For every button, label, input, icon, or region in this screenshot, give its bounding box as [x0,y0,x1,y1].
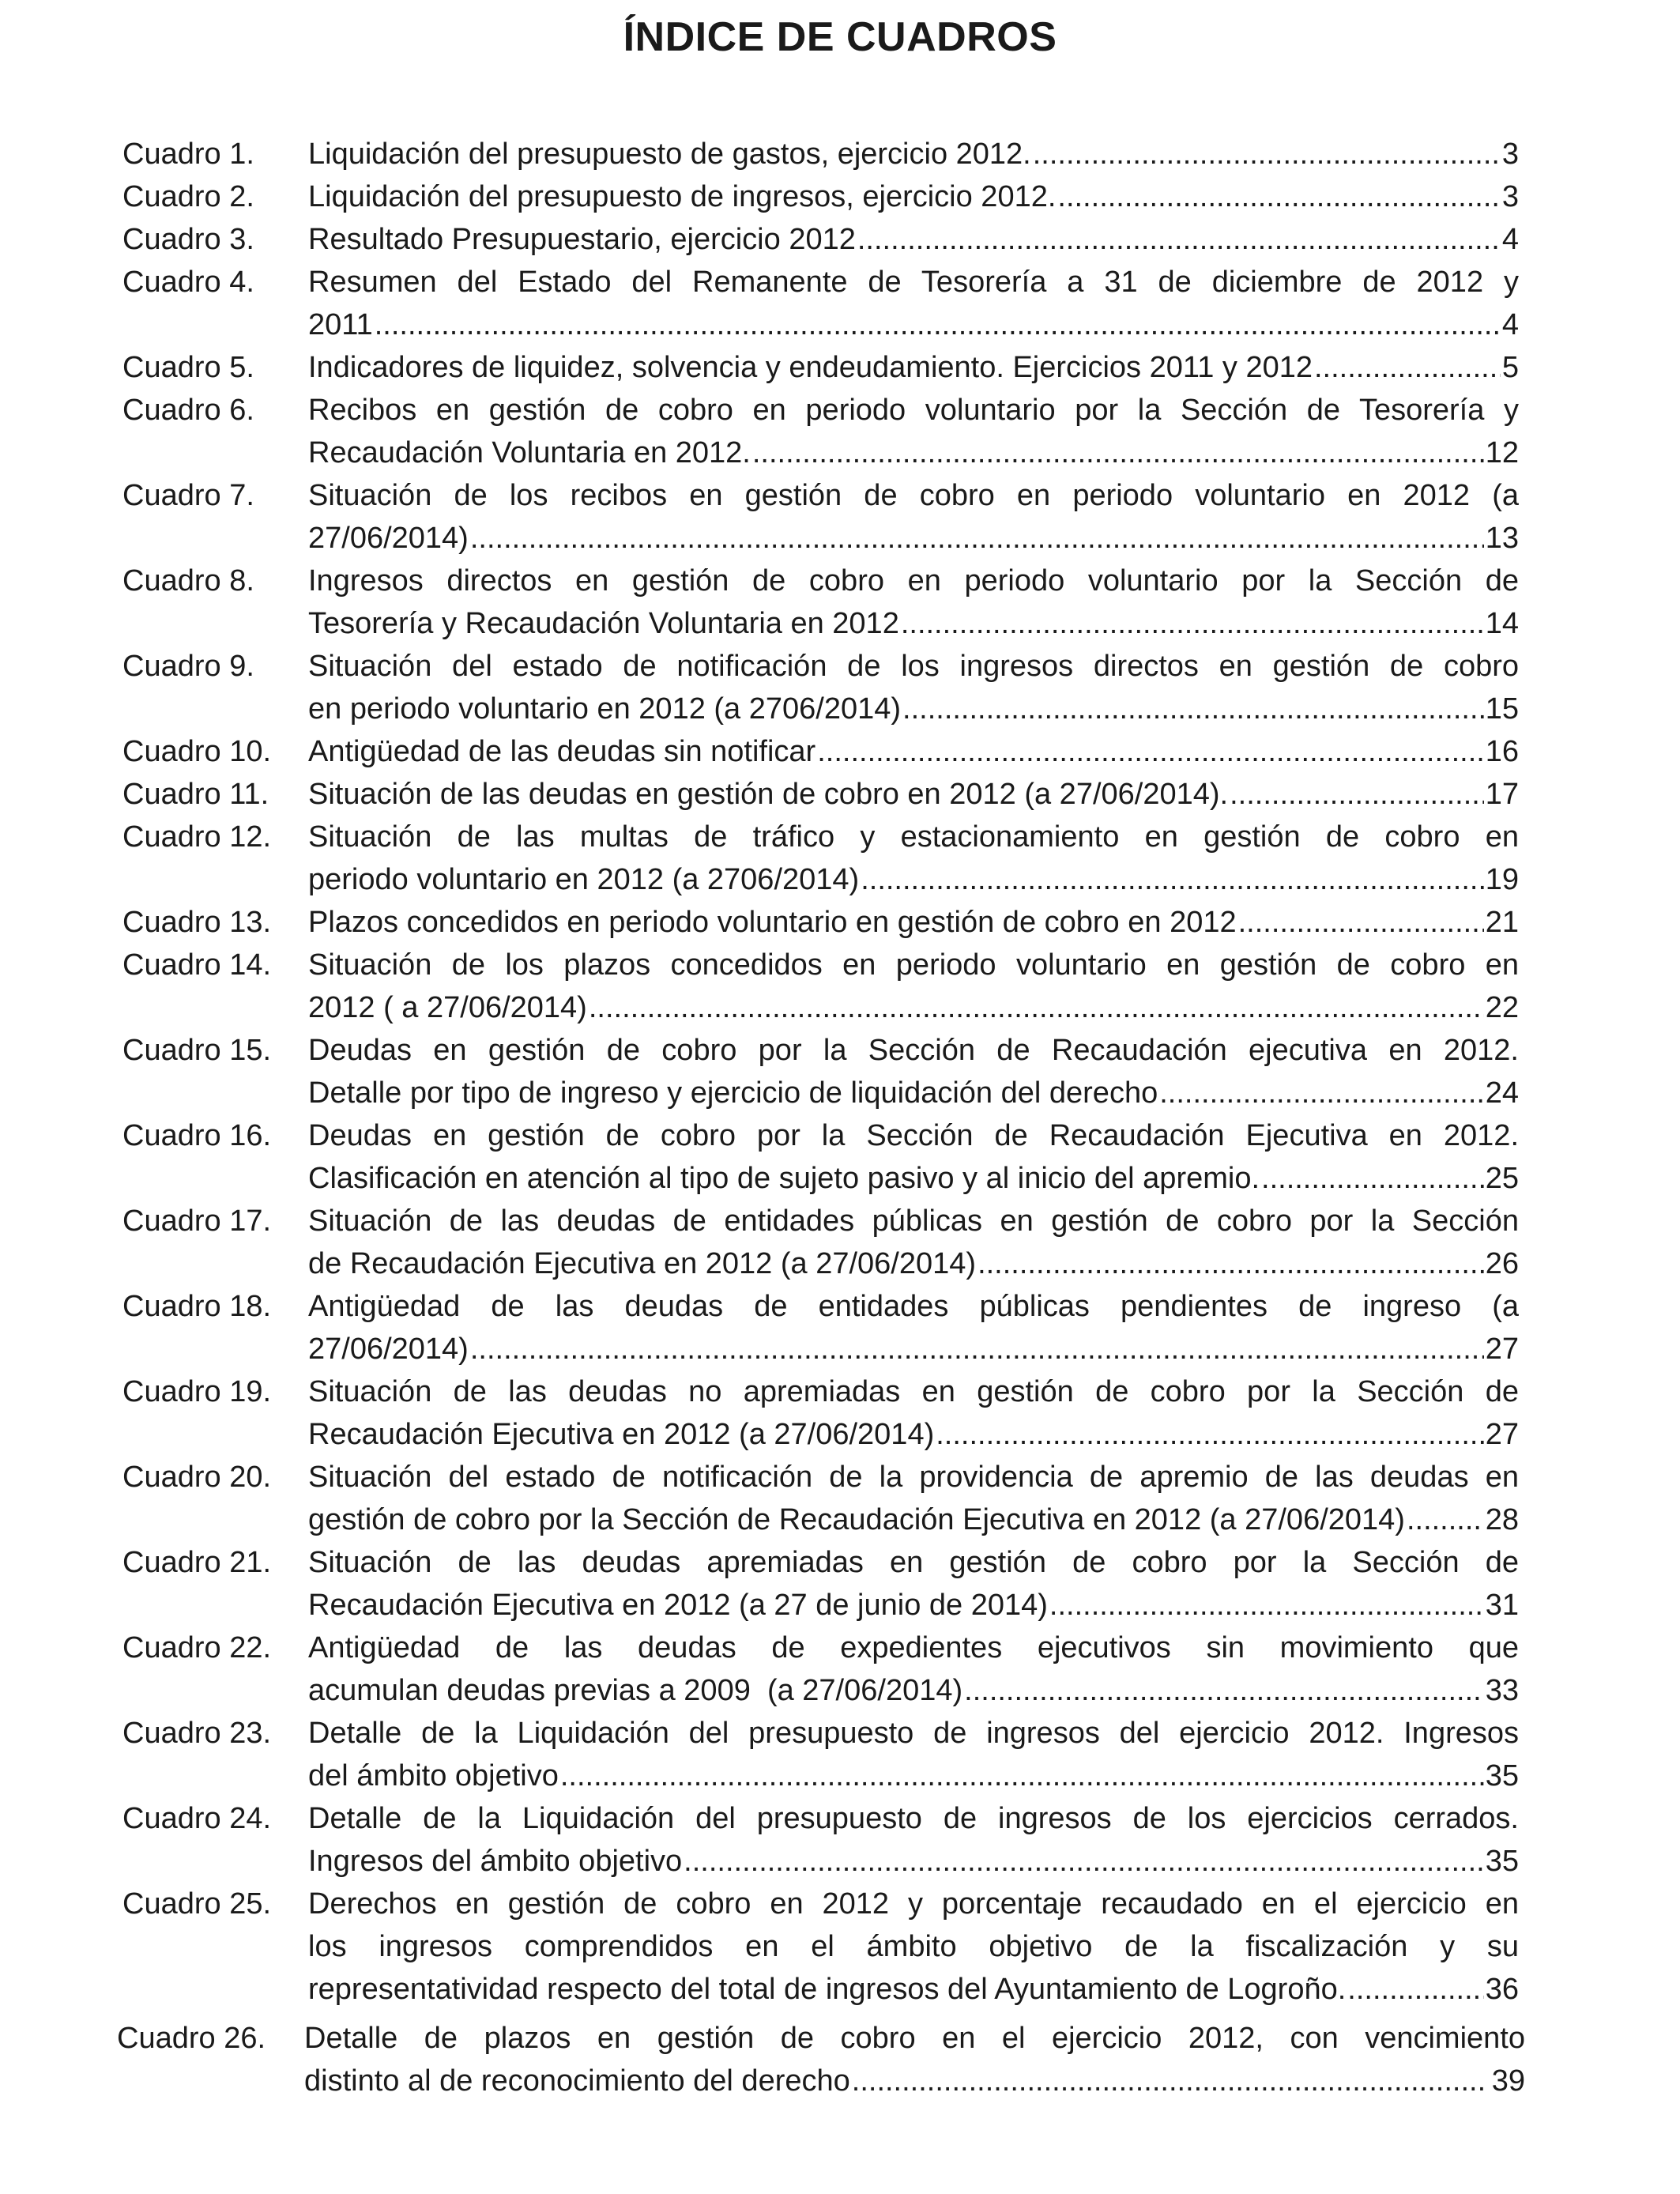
toc-entry-line: Tesorería y Recaudación Voluntaria en 2012 ..... 14 [308,602,1519,645]
toc-entry-text [308,1200,1519,1285]
toc-entry-text [308,730,1519,773]
dot-leader [817,730,1484,773]
toc-page-number: 28 [1485,1503,1519,1536]
toc-entry-line: Indicadores de liquidez, solvencia y endeudamiento. Ejercicios 2011 y 2012 ..... 5 [308,346,1519,389]
toc-page-number: 39 [1491,2064,1525,2098]
toc-entry-text [308,1883,1519,2011]
toc-entry[interactable] [0,218,1680,261]
toc-entry-text [308,944,1519,1029]
toc-entry-line: Resumen del Estado del Remanente de Tesorería a 31 de diciembre de 2012 y [308,266,1519,299]
toc-entry-label: Cuadro 26. [117,2022,266,2055]
toc-entry-line: Recaudación Voluntaria en 2012. ..... 12 [308,432,1519,474]
toc-page-number: 21 [1485,906,1519,939]
toc-entry-line: periodo voluntario en 2012 (a 2706/2014) ..... 19 [308,858,1519,901]
dot-leader [1407,1498,1484,1541]
toc-entry-label: Cuadro 10. [122,735,272,768]
toc-page-number: 5 [1501,351,1519,384]
toc-entry-line: Detalle por tipo de ingreso y ejercicio de liquidación del derecho ..... 24 [308,1072,1519,1114]
toc-entry-line: 27/06/2014) ..... 13 [308,517,1519,560]
toc-entry-label: Cuadro 17. [122,1204,272,1238]
toc-entry-text [308,389,1519,474]
dot-leader [861,858,1484,901]
dot-leader [901,602,1484,645]
toc-entry-line: Liquidación del presupuesto de ingresos, ejercicio 2012. ..... 3 [308,175,1519,218]
toc-entry[interactable] [0,2011,1680,2102]
toc-entry-line: Clasificación en atención al tipo de sujeto pasivo y al inicio del apremio. ..... 25 [308,1157,1519,1200]
dot-leader [1261,1157,1484,1200]
toc-page-number: 35 [1485,1759,1519,1793]
toc-page-number: 12 [1485,436,1519,469]
toc-entry-label: Cuadro 13. [122,906,272,939]
toc-page-number: 24 [1485,1076,1519,1110]
toc-page-number: 16 [1485,735,1519,768]
dot-leader [470,1328,1484,1370]
toc-entry[interactable] [0,1114,1680,1200]
toc-entry-line: Antigüedad de las deudas sin notificar ..... 16 [308,730,1519,773]
toc-entry-text [308,133,1519,175]
toc-entry-line: Situación del estado de notificación de los ingresos directos en gestión de cobro [308,650,1519,683]
toc-entry-line: Deudas en gestión de cobro por la Sección de Recaudación Ejecutiva en 2012. [308,1119,1519,1152]
toc-entry-label: Cuadro 19. [122,1375,272,1408]
toc-entry-line: Liquidación del presupuesto de gastos, ejercicio 2012. ..... 3 [308,133,1519,175]
page-title: ÍNDICE DE CUADROS [623,14,1057,60]
toc-entry[interactable] [0,730,1680,773]
toc-entry-text [308,175,1519,218]
toc-entry-line: Deudas en gestión de cobro por la Sección de Recaudación ejecutiva en 2012. [308,1034,1519,1067]
toc-entry-label: Cuadro 12. [122,820,272,854]
toc-entry-line: Ingresos directos en gestión de cobro en periodo voluntario por la Sección de [308,564,1519,598]
toc-page-number: 33 [1485,1674,1519,1707]
toc-entry[interactable] [0,1200,1680,1285]
toc-entry[interactable] [0,1627,1680,1712]
toc-entry-text [308,901,1519,944]
toc-entry[interactable] [0,175,1680,218]
toc-page-number: 27 [1485,1418,1519,1451]
toc-entry-line: Derechos en gestión de cobro en 2012 y porcentaje recaudado en el ejercicio en [308,1887,1519,1921]
toc-entry-line: Situación de las deudas no apremiadas en gestión de cobro por la Sección de [308,1375,1519,1408]
toc-entry[interactable] [0,1029,1680,1114]
dot-leader [1159,1072,1484,1114]
toc-page-number: 26 [1485,1247,1519,1280]
dot-leader [964,1669,1484,1712]
toc-entry-line: los ingresos comprendidos en el ámbito objetivo de la fiscalización y su [308,1930,1519,1963]
toc-entry-line: Situación de las deudas en gestión de cobro en 2012 (a 27/06/2014). ..... 17 [308,773,1519,816]
toc-entry[interactable] [0,474,1680,560]
toc-page-number: 36 [1485,1973,1519,2006]
table-of-contents [0,133,1680,2102]
toc-page-number: 14 [1485,607,1519,640]
dot-leader [1238,901,1484,944]
toc-page-number: 19 [1485,863,1519,896]
toc-entry-text [308,816,1519,901]
toc-entry[interactable] [0,1456,1680,1541]
toc-entry-line: Detalle de plazos en gestión de cobro en el ejercicio 2012, con vencimiento [304,2022,1525,2055]
toc-entry-label: Cuadro 22. [122,1631,272,1664]
toc-entry-text [308,1541,1519,1627]
dot-leader [902,688,1484,730]
toc-entry-label: Cuadro 2. [122,180,254,213]
toc-entry-text [308,1627,1519,1712]
toc-entry-label: Cuadro 23. [122,1717,272,1750]
toc-page-number: 3 [1501,138,1519,171]
toc-entry-label: Cuadro 11. [122,778,269,811]
toc-entry-line: Situación de los recibos en gestión de cobro en periodo voluntario en 2012 (a [308,479,1519,512]
toc-entry-text [308,1370,1519,1456]
toc-entry-label: Cuadro 16. [122,1119,272,1152]
toc-entry-text [308,1114,1519,1200]
toc-entry[interactable] [0,389,1680,474]
toc-page-number: 35 [1485,1845,1519,1878]
toc-entry-line: de Recaudación Ejecutiva en 2012 (a 27/06/2014) ..... 26 [308,1242,1519,1285]
toc-page-number: 4 [1501,223,1519,256]
toc-page-number: 27 [1485,1333,1519,1366]
toc-entry-line: Recaudación Ejecutiva en 2012 (a 27 de junio de 2014) ..... 31 [308,1584,1519,1627]
toc-entry-text [308,1797,1519,1883]
dot-leader [560,1755,1484,1797]
dot-leader [1347,1968,1483,2011]
toc-entry-text [308,1285,1519,1370]
toc-entry-line: Situación de las multas de tráfico y estacionamiento en gestión de cobro en [308,820,1519,854]
toc-entry-line: del ámbito objetivo ..... 35 [308,1755,1519,1797]
toc-entry-line: Antigüedad de las deudas de expedientes ejecutivos sin movimiento que [308,1631,1519,1664]
toc-entry-line: acumulan deudas previas a 2009 (a 27/06/2014) ..... 33 [308,1669,1519,1712]
toc-entry-line: Detalle de la Liquidación del presupuesto de ingresos del ejercicio 2012. Ingresos [308,1717,1519,1750]
dot-leader [589,986,1484,1029]
toc-entry-label: Cuadro 7. [122,479,254,512]
toc-entry-line: Situación de las deudas apremiadas en gestión de cobro por la Sección de [308,1546,1519,1579]
dot-leader [936,1413,1483,1456]
dot-leader [752,432,1484,474]
toc-entry-text [308,1712,1519,1797]
toc-entry-line: Plazos concedidos en periodo voluntario en gestión de cobro en 2012 ..... 21 [308,901,1519,944]
dot-leader [1230,773,1484,816]
dot-leader [977,1242,1484,1285]
toc-entry-line: 27/06/2014) ..... 27 [308,1328,1519,1370]
toc-page-number: 22 [1485,991,1519,1024]
toc-entry-line: representatividad respecto del total de ingresos del Ayuntamiento de Logroño. ..... 36 [308,1968,1519,2011]
toc-entry[interactable] [0,1712,1680,1797]
toc-page-number: 13 [1485,522,1519,555]
toc-entry-line: Antigüedad de las deudas de entidades públicas pendientes de ingreso (a [308,1290,1519,1323]
toc-entry-label: Cuadro 6. [122,394,254,427]
toc-entry-line: 2011 ..... 4 [308,303,1519,346]
toc-entry-label: Cuadro 9. [122,650,254,683]
toc-entry[interactable] [0,1370,1680,1456]
toc-entry-text [308,1029,1519,1114]
toc-entry-text [304,2011,1525,2102]
toc-entry-line: Situación de las deudas de entidades públicas en gestión de cobro por la Sección [308,1204,1519,1238]
dot-leader [1049,1584,1484,1627]
toc-entry-label: Cuadro 5. [122,351,254,384]
toc-entry[interactable] [0,133,1680,175]
toc-entry-label: Cuadro 21. [122,1546,272,1579]
toc-entry-line: Resultado Presupuestario, ejercicio 2012 ..... 4 [308,218,1519,261]
dot-leader [1033,133,1501,175]
toc-page-number: 25 [1485,1162,1519,1195]
toc-page-number: 3 [1501,180,1519,213]
toc-entry-label: Cuadro 18. [122,1290,272,1323]
toc-entry-label: Cuadro 20. [122,1461,272,1494]
toc-entry-text [308,474,1519,560]
toc-entry-text [308,645,1519,730]
toc-entry-label: Cuadro 15. [122,1034,272,1067]
toc-entry[interactable] [0,816,1680,901]
toc-entry-line: Ingresos del ámbito objetivo ..... 35 [308,1840,1519,1883]
toc-entry[interactable] [0,1541,1680,1627]
toc-entry-text [308,773,1519,816]
dot-leader [857,218,1501,261]
toc-entry-label: Cuadro 3. [122,223,254,256]
toc-entry[interactable] [0,346,1680,389]
toc-entry[interactable] [0,944,1680,1029]
toc-entry[interactable] [0,645,1680,730]
toc-entry-text [308,1456,1519,1541]
dot-leader [684,1840,1484,1883]
toc-page-number: 4 [1501,308,1519,341]
toc-page-number: 15 [1485,692,1519,726]
toc-entry[interactable] [0,1883,1680,2011]
toc-entry-label: Cuadro 14. [122,948,272,982]
toc-entry[interactable] [0,261,1680,346]
toc-entry-line: Situación de los plazos concedidos en periodo voluntario en gestión de cobro en [308,948,1519,982]
toc-entry-line: Detalle de la Liquidación del presupuesto de ingresos de los ejercicios cerrados. [308,1802,1519,1835]
dot-leader [852,2060,1484,2102]
toc-entry-label: Cuadro 4. [122,266,254,299]
toc-page-number: 17 [1485,778,1519,811]
toc-entry-label: Cuadro 24. [122,1802,272,1835]
toc-entry-line: Situación del estado de notificación de la providencia de apremio de las deudas en [308,1461,1519,1494]
toc-entry-line: Recibos en gestión de cobro en periodo voluntario por la Sección de Tesorería y [308,394,1519,427]
toc-entry[interactable] [0,1797,1680,1883]
toc-entry-line: gestión de cobro por la Sección de Recaudación Ejecutiva en 2012 (a 27/06/2014) ..... 28 [308,1498,1519,1541]
toc-entry-label: Cuadro 1. [122,138,254,171]
dot-leader [1314,346,1501,389]
toc-entry-label: Cuadro 8. [122,564,254,598]
toc-entry-line: Recaudación Ejecutiva en 2012 (a 27/06/2014) ..... 27 [308,1413,1519,1456]
toc-entry-text [308,346,1519,389]
toc-entry-line: 2012 ( a 27/06/2014) ..... 22 [308,986,1519,1029]
toc-entry-text [308,218,1519,261]
toc-entry-line: en periodo voluntario en 2012 (a 2706/2014) ..... 15 [308,688,1519,730]
toc-entry[interactable] [0,1285,1680,1370]
dot-leader [375,303,1501,346]
toc-entry-label: Cuadro 25. [122,1887,272,1921]
toc-page-number: 31 [1485,1589,1519,1622]
toc-entry[interactable] [0,560,1680,645]
dot-leader [470,517,1484,560]
toc-entry[interactable] [0,901,1680,944]
toc-entry-line: distinto al de reconocimiento del derecho ..... 39 [304,2060,1525,2102]
dot-leader [1057,175,1500,218]
toc-entry-text [308,261,1519,346]
toc-entry[interactable] [0,773,1680,816]
toc-entry-text [308,560,1519,645]
